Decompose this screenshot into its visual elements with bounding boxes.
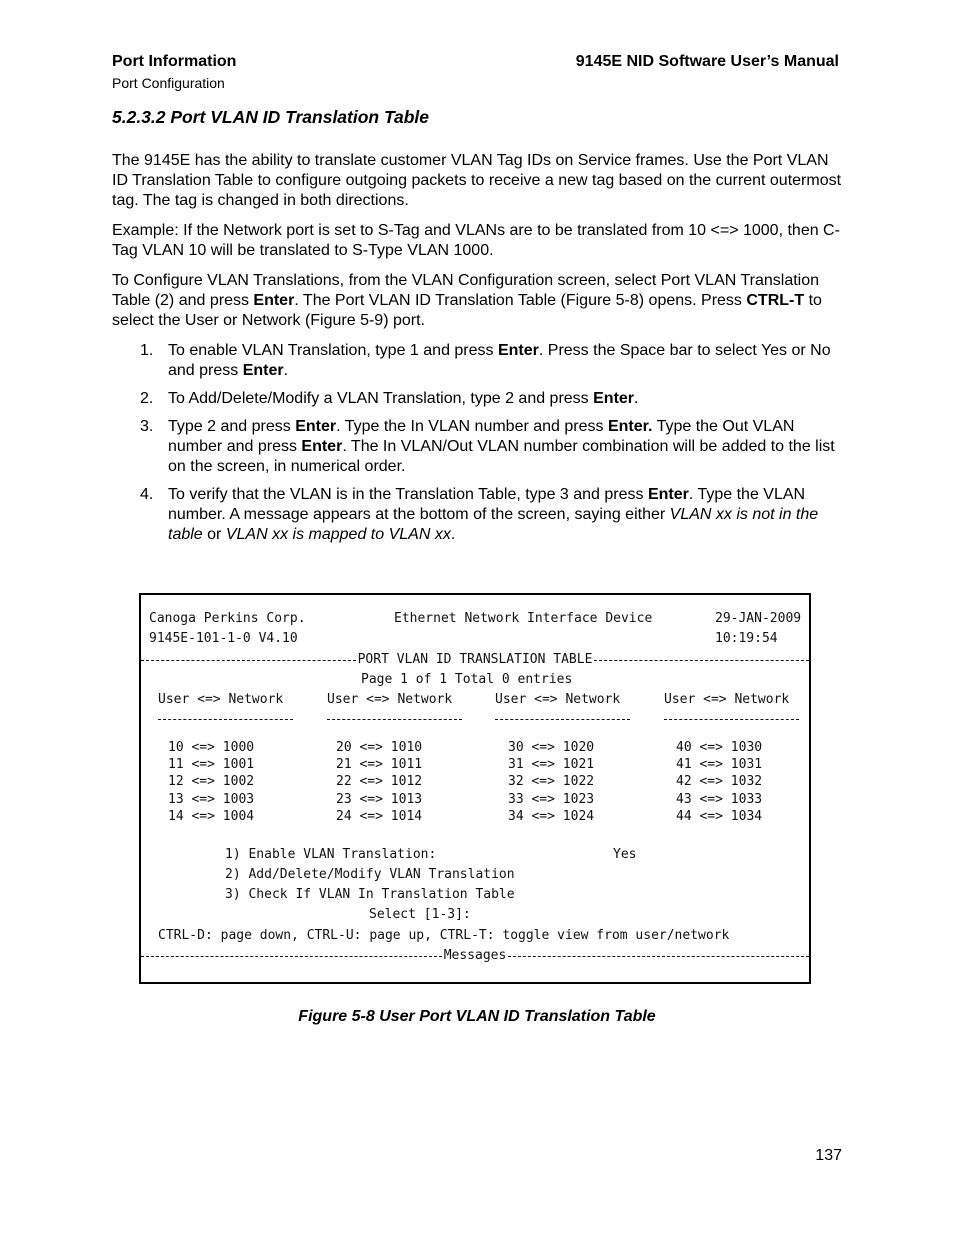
page-header-left	[112, 52, 236, 93]
translation-entry: 32 <=> 1022	[508, 774, 595, 789]
paragraph-configure: To Configure VLAN Translations, from the VLAN Configuration screen, select Port VLAN Translation Table (2) and press Enter. The Port VLAN ID Translation Table (Figure 5-8) opens. Press CTRL-T to select the User or Network (Figure 5-9) port.	[112, 272, 822, 329]
translation-entry: 43 <=> 1033	[676, 792, 763, 807]
translation-entry: 40 <=> 1030	[676, 740, 763, 755]
page-info: Page 1 of 1 Total 0 entries	[361, 672, 573, 687]
translation-entry: 22 <=> 1012	[336, 774, 423, 789]
translation-entry: 42 <=> 1032	[676, 774, 763, 789]
step-item: 1. To enable VLAN Translation, type 1 and press Enter. Press the Space bar to select Yes or No and press Enter.	[140, 342, 831, 379]
messages-label: Messages	[443, 948, 507, 963]
menu-item-check: 3) Check If VLAN In Translation Table	[225, 887, 515, 902]
column-rule	[664, 719, 799, 720]
steps-list	[112, 341, 842, 545]
step-item: 2. To Add/Delete/Modify a VLAN Translation, type 2 and press Enter.	[140, 390, 639, 407]
terminal-screen	[139, 593, 811, 984]
menu-item-add-delete: 2) Add/Delete/Modify VLAN Translation	[225, 867, 515, 882]
menu-item-enable: 1) Enable VLAN Translation:	[225, 847, 437, 862]
translation-entry: 44 <=> 1034	[676, 809, 763, 824]
body-text	[112, 151, 842, 553]
menu-item-enable-value: Yes	[613, 847, 637, 862]
column-rule	[495, 719, 630, 720]
terminal-model: 9145E-101-1-0 V4.10	[149, 631, 298, 646]
column-header: User <=> Network	[664, 692, 790, 707]
column-header: User <=> Network	[158, 692, 284, 707]
step-item: 4. To verify that the VLAN is in the Translation Table, type 3 and press Enter. Type the VLAN number. A message appears at the bottom of the screen, saying either VLAN xx is not in the table or VLAN xx is mapped to VLAN xx.	[140, 486, 819, 543]
section-title: 5.2.3.2 Port VLAN ID Translation Table	[112, 107, 430, 127]
translation-entry: 11 <=> 1001	[168, 757, 255, 772]
translation-entry: 23 <=> 1013	[336, 792, 423, 807]
select-prompt: Select [1-3]:	[369, 907, 471, 922]
column-header: User <=> Network	[327, 692, 453, 707]
translation-entry: 34 <=> 1024	[508, 809, 595, 824]
header-section: Port Information	[112, 53, 237, 70]
table-title: PORT VLAN ID TRANSLATION TABLE	[357, 652, 593, 667]
translation-entry: 31 <=> 1021	[508, 757, 595, 772]
column-rule	[327, 719, 462, 720]
column-rule	[158, 719, 293, 720]
translation-entry: 41 <=> 1031	[676, 757, 763, 772]
table-title-rule	[141, 652, 809, 668]
translation-entry: 13 <=> 1003	[168, 792, 255, 807]
translation-entry: 12 <=> 1002	[168, 774, 255, 789]
terminal-time: 10:19:54	[715, 631, 778, 646]
terminal-device: Ethernet Network Interface Device	[394, 611, 653, 626]
header-subsection: Port Configuration	[112, 75, 225, 91]
translation-entry: 10 <=> 1000	[168, 740, 255, 755]
figure-caption: Figure 5-8 User Port VLAN ID Translation Table	[298, 1008, 656, 1025]
translation-entry: 20 <=> 1010	[336, 740, 423, 755]
terminal-date: 29-JAN-2009	[715, 611, 802, 626]
messages-rule	[141, 948, 809, 964]
translation-entry: 21 <=> 1011	[336, 757, 423, 772]
paragraph-example: Example: If the Network port is set to S-Tag and VLANs are to be translated from 10 <=> 1000, then C-Tag VLAN 10 will be translated to S-Type VLAN 1000.	[112, 222, 840, 259]
page-number: 137	[815, 1147, 842, 1164]
translation-entry: 14 <=> 1004	[168, 809, 255, 824]
help-line: CTRL-D: page down, CTRL-U: page up, CTRL-T: toggle view from user/network	[158, 928, 730, 943]
translation-entry: 30 <=> 1020	[508, 740, 595, 755]
translation-entry: 33 <=> 1023	[508, 792, 595, 807]
paragraph-intro: The 9145E has the ability to translate customer VLAN Tag IDs on Service frames. Use the Port VLAN ID Translation Table to configure outgoing packets to receive a new tag based on the current outermost tag. The tag is changed in both directions.	[112, 152, 842, 209]
step-item: 3. Type 2 and press Enter. Type the In VLAN number and press Enter. Type the Out VLAN number and press Enter. The In VLAN/Out VLAN number combination will be added to the list on the screen, in numerical order.	[140, 418, 835, 475]
column-header: User <=> Network	[495, 692, 621, 707]
translation-entry: 24 <=> 1014	[336, 809, 423, 824]
terminal-company: Canoga Perkins Corp.	[149, 611, 306, 626]
header-manual-title: 9145E NID Software User’s Manual	[575, 53, 839, 70]
